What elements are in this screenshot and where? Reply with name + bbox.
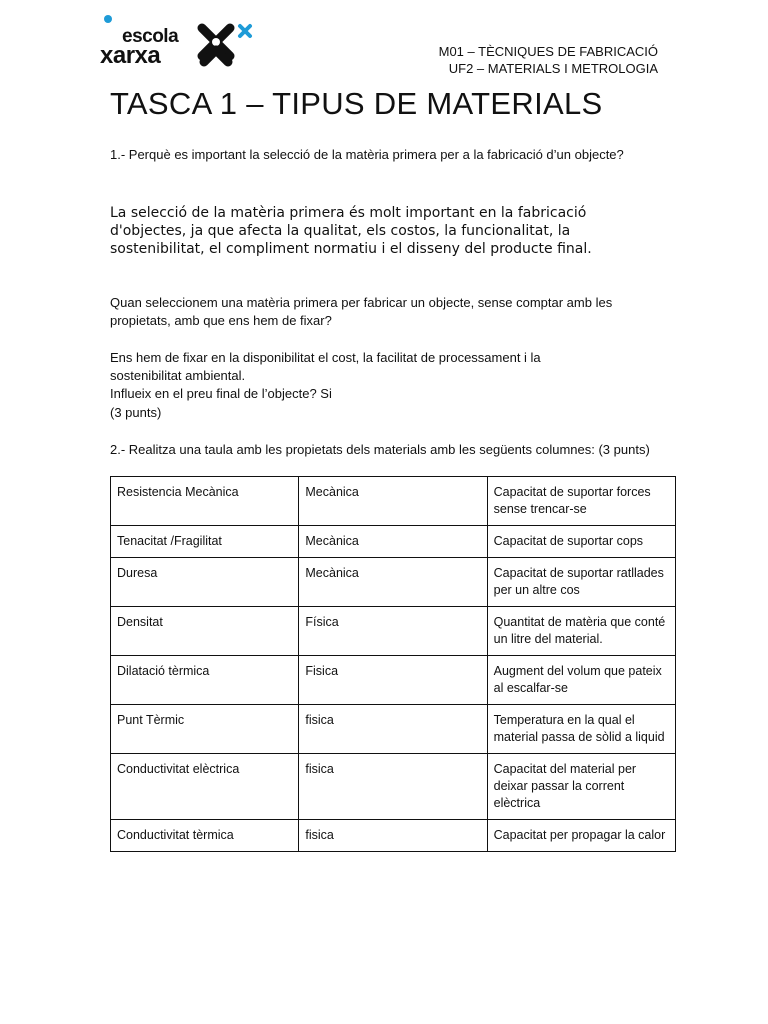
- description-cell: Capacitat de suportar cops: [487, 526, 675, 558]
- type-cell: fisica: [299, 754, 487, 820]
- module-label: M01 – TÈCNIQUES DE FABRICACIÓ: [438, 44, 658, 59]
- points-label: (3 punts): [110, 405, 162, 420]
- page-title: TASCA 1 – TIPUS DE MATERIALS: [110, 86, 603, 121]
- logo-text-xarxa: xarxa: [100, 42, 161, 69]
- type-cell: Mecànica: [299, 558, 487, 607]
- logo-dot: [104, 15, 112, 23]
- property-cell: Resistencia Mecànica: [111, 477, 299, 526]
- table-row: [111, 820, 676, 852]
- answer-2: Ens hem de fixar en la disponibilitat el cost, la facilitat de processament i la sostenibilitat ambiental.: [110, 350, 541, 383]
- xarxa-x-icon: [194, 18, 258, 72]
- question-2: Quan seleccionem una matèria primera per fabricar un objecte, sense comptar amb les propietats, amb que ens hem de fixar?: [110, 295, 613, 328]
- table-row: [111, 705, 676, 754]
- table-row: [111, 607, 676, 656]
- answer-1: La selecció de la matèria primera és molt important en la fabricació d'objectes, ja que afecta la qualitat, els costos, la funcionalitat, la sostenibilitat, el compliment normatiu i el disseny del producte final.: [110, 205, 592, 257]
- property-cell: Dilatació tèrmica: [111, 656, 299, 705]
- description-cell: Augment del volum que pateix al escalfar-se: [487, 656, 675, 705]
- description-cell: Temperatura en la qual el material passa de sòlid a liquid: [487, 705, 675, 754]
- type-cell: Fisica: [299, 656, 487, 705]
- logo-text-escola: escola: [122, 26, 179, 47]
- type-cell: fisica: [299, 820, 487, 852]
- property-cell: Densitat: [111, 607, 299, 656]
- type-cell: Mecànica: [299, 526, 487, 558]
- question-3: 2.- Realitza una taula amb les propietats dels materials amb les següents columnes: (3 punts): [110, 442, 650, 457]
- document-header: [439, 43, 658, 77]
- answer-2-price: Influeix en el preu final de l’objecte? Si: [110, 386, 332, 401]
- table-row: [111, 656, 676, 705]
- type-cell: Mecànica: [299, 477, 487, 526]
- escola-xarxa-logo: [100, 14, 260, 74]
- type-cell: Física: [299, 607, 487, 656]
- unit-label: UF2 – MATERIALS I METROLOGIA: [448, 61, 658, 76]
- property-cell: Punt Tèrmic: [111, 705, 299, 754]
- property-cell: Duresa: [111, 558, 299, 607]
- description-cell: Capacitat per propagar la calor: [487, 820, 675, 852]
- property-cell: Tenacitat /Fragilitat: [111, 526, 299, 558]
- table-row: [111, 526, 676, 558]
- table-row: [111, 558, 676, 607]
- question-1: 1.- Perquè es important la selecció de la matèria primera per a la fabricació d’un objecte?: [110, 147, 624, 162]
- table-row: [111, 754, 676, 820]
- description-cell: Capacitat de suportar forces sense trencar-se: [487, 477, 675, 526]
- property-cell: Conductivitat elèctrica: [111, 754, 299, 820]
- description-cell: Quantitat de matèria que conté un litre del material.: [487, 607, 675, 656]
- description-cell: Capacitat de suportar ratllades per un altre cos: [487, 558, 675, 607]
- table-row: [111, 477, 676, 526]
- property-cell: Conductivitat tèrmica: [111, 820, 299, 852]
- description-cell: Capacitat del material per deixar passar la corrent elèctrica: [487, 754, 675, 820]
- properties-table: [110, 476, 676, 852]
- type-cell: fisica: [299, 705, 487, 754]
